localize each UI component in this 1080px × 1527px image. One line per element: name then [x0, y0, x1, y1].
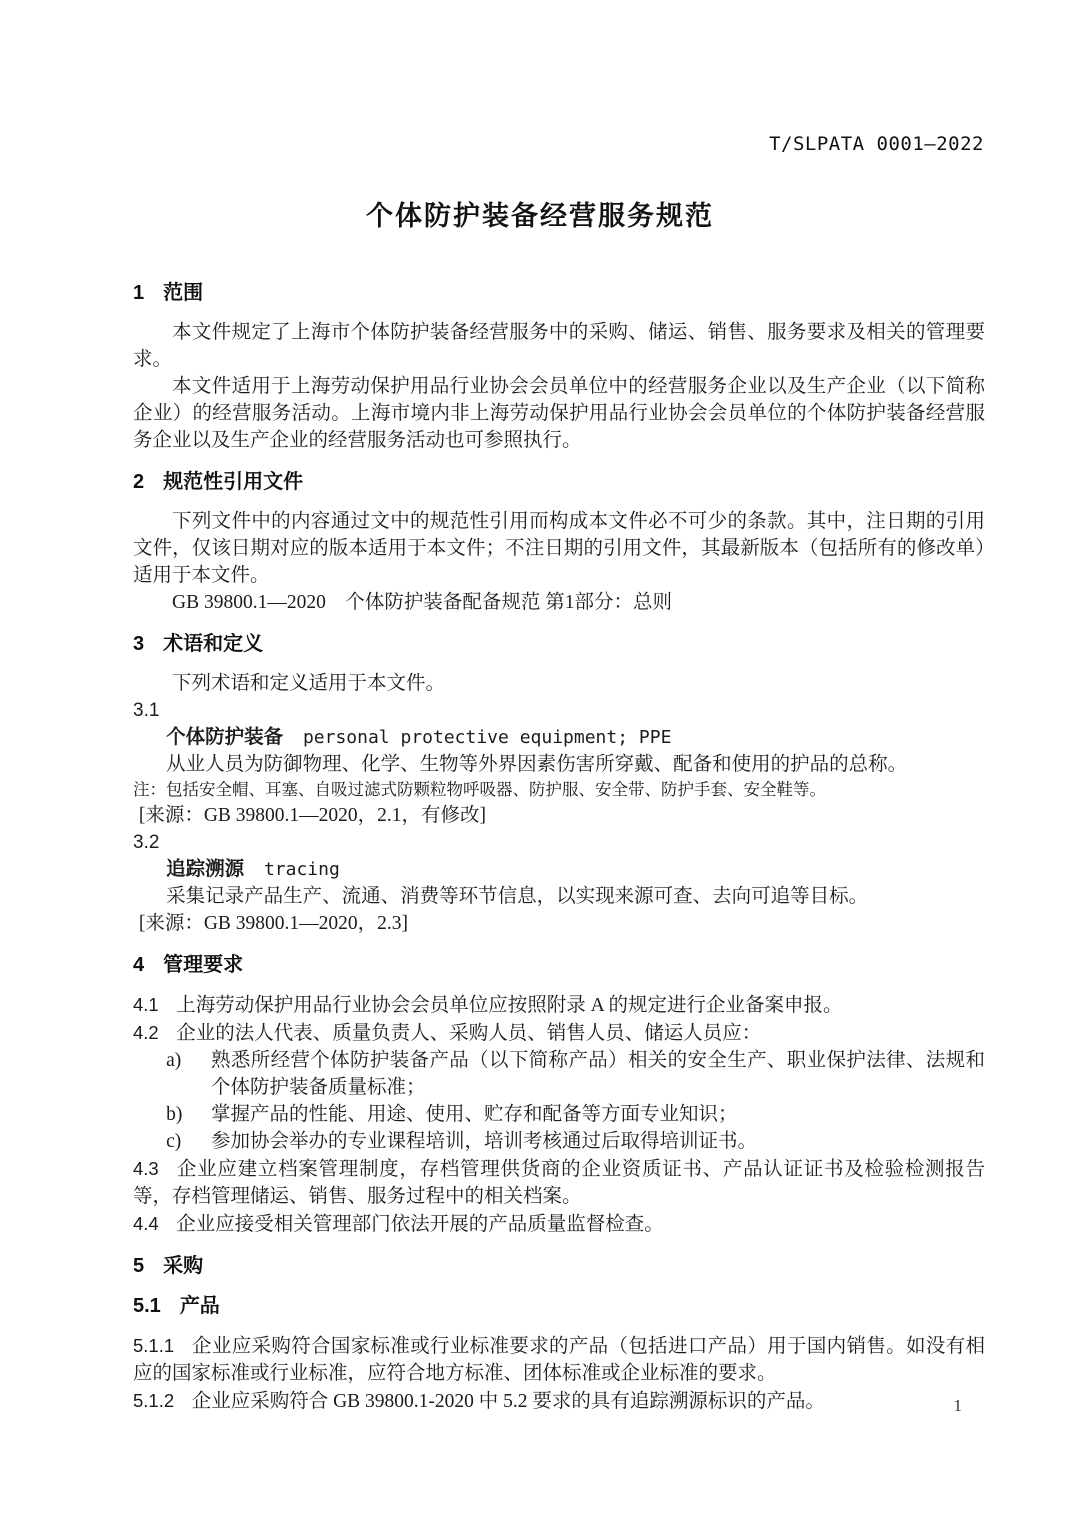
heading-number: 2 [133, 471, 145, 493]
clause [133, 1387, 985, 1415]
list-item [133, 1128, 985, 1155]
heading-number: 5.1 [133, 1295, 161, 1317]
heading-text: 规范性引用文件 [163, 471, 304, 493]
term-number: 3.1 [133, 700, 160, 721]
page-number: 1 [953, 1396, 962, 1415]
clause-number: 5.1.2 [133, 1390, 175, 1411]
heading-number: 5 [133, 1255, 145, 1277]
term-name-zh: 个体防护装备 [166, 726, 284, 748]
term-definition: 采集记录产品生产、流通、消费等环节信息，以实现来源可查、去向可追等目标。 [166, 886, 869, 907]
term-definition: 从业人员为防御物理、化学、生物等外界因素伤害所穿戴、配备和使用的护品的总称。 [166, 754, 908, 775]
heading-text: 范围 [163, 282, 204, 304]
document-title: 个体防护装备经营服务规范 [366, 201, 714, 231]
term-number: 3.2 [133, 832, 160, 853]
heading-text: 术语和定义 [163, 633, 264, 655]
term-source: [来源：GB 39800.1—2020，2.3] [138, 913, 409, 934]
list-item-marker: b) [166, 1104, 183, 1125]
heading-number: 4 [133, 954, 145, 976]
paragraph: 下列术语和定义适用于本文件。 [172, 673, 446, 694]
list-item-text: 熟悉所经营个体防护装备产品（以下简称产品）相关的安全生产、职业保护法律、法规和个体防护装备质量标准； [211, 1050, 985, 1098]
section-heading [133, 281, 985, 305]
paragraph: 本文件适用于上海劳动保护用品行业协会会员单位中的经营服务企业以及生产企业（以下简称企业）的经营服务活动。上海市境内非上海劳动保护用品行业协会会员单位的个体防护装备经营服务企业以及生产企业的经营服务活动也可参照执行。 [133, 376, 985, 451]
clause-number: 4.2 [133, 1022, 159, 1043]
clause-text: 上海劳动保护用品行业协会会员单位应按照附录 A 的规定进行企业备案申报。 [176, 995, 843, 1016]
section-heading [133, 953, 985, 977]
clause [133, 1332, 985, 1387]
term-source: [来源：GB 39800.1—2020，2.1，有修改] [138, 805, 487, 826]
clause-number: 4.4 [133, 1213, 159, 1234]
section-heading [133, 1254, 985, 1278]
heading-number: 3 [133, 633, 145, 655]
document-content [133, 265, 985, 1415]
clause-text: 企业应建立档案管理制度，存档管理供货商的企业资质证书、产品认证证书及检验检测报告等，存档管理储运、销售、服务过程中的相关档案。 [133, 1159, 985, 1207]
term-name-en: personal protective equipment; PPE [302, 727, 672, 748]
clause-number: 5.1.1 [133, 1335, 175, 1356]
clause-text: 企业应采购符合国家标准或行业标准要求的产品（包括进口产品）用于国内销售。如没有相应的国家标准或行业标准，应符合地方标准、团体标准或企业标准的要求。 [133, 1336, 985, 1384]
term-name-zh: 追踪溯源 [166, 858, 245, 880]
clause [133, 1155, 985, 1210]
clause [133, 1210, 985, 1238]
heading-text: 管理要求 [163, 954, 244, 976]
term-note: 注：包括安全帽、耳塞、自吸过滤式防颗粒物呼吸器、防护服、安全带、防护手套、安全鞋等。 [133, 780, 826, 799]
clause-text: 企业应接受相关管理部门依法开展的产品质量监督检查。 [176, 1214, 664, 1235]
section-heading [133, 632, 985, 656]
heading-text: 采购 [163, 1255, 204, 1277]
term-name-en: tracing [263, 859, 340, 880]
clause [133, 991, 985, 1019]
clause [133, 1019, 985, 1047]
clause-text: 企业应采购符合 GB 39800.1-2020 中 5.2 要求的具有追踪溯源标识的产品。 [191, 1391, 825, 1412]
clause-number: 4.1 [133, 994, 159, 1015]
list-item-marker: a) [166, 1050, 182, 1071]
clause-number: 4.3 [133, 1158, 159, 1179]
paragraph: 下列文件中的内容通过文中的规范性引用而构成本文件必不可少的条款。其中，注日期的引用文件，仅该日期对应的版本适用于本文件；不注日期的引用文件，其最新版本（包括所有的修改单）适用于本文件。 [133, 511, 985, 586]
paragraph: 本文件规定了上海市个体防护装备经营服务中的采购、储运、销售、服务要求及相关的管理要求。 [133, 322, 985, 370]
list-item-text: 掌握产品的性能、用途、使用、贮存和配备等方面专业知识； [211, 1104, 738, 1125]
list-item [133, 1047, 985, 1101]
heading-number: 1 [133, 282, 145, 304]
list-item [133, 1101, 985, 1128]
section-heading [133, 470, 985, 494]
subsection-heading [133, 1294, 985, 1318]
term-title [166, 856, 985, 883]
term-title [166, 724, 985, 751]
list-item-marker: c) [166, 1131, 182, 1152]
normative-reference: GB 39800.1—2020 个体防护装备配备规范 第1部分：总则 [172, 592, 672, 613]
list-item-text: 参加协会举办的专业课程培训，培训考核通过后取得培训证书。 [211, 1131, 758, 1152]
clause-text: 企业的法人代表、质量负责人、采购人员、销售人员、储运人员应： [176, 1023, 762, 1044]
document-code: T/SLPATA 0001—2022 [769, 133, 984, 155]
heading-text: 产品 [179, 1295, 220, 1317]
